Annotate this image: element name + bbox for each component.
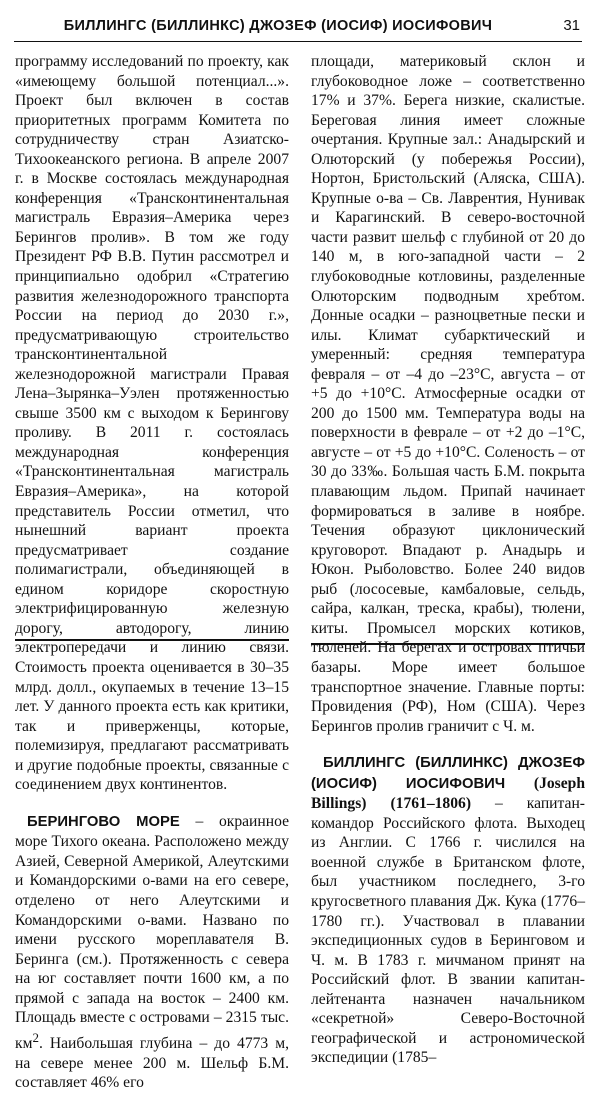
left-column	[15, 52, 289, 1093]
bering-sea-text-end: . Наибольшая глубина – до 4773 м, на севере менее 200 м. Шельф Б.М. составляет 46% его	[15, 1034, 289, 1092]
page-number: 31	[563, 17, 580, 34]
entry-billings	[311, 753, 585, 1068]
entry-bering-sea	[15, 812, 289, 1093]
bering-sea-continuation: площади, материковый склон и глубоководное ложе – соответственно 17% и 37%. Берега низкие, скалистые. Береговая линия имеет сложные очертания. Крупные зал.: Анадырский и Олюторский (у побережья России), Нортон, Бристольский (Аляска, США). Крупные о-ва – Св. Лаврентия, Нунивак и Карагинский. В северо-восточной части развит шельф с глубиной от 20 до 140 м, в юго-западной части – 2 глубоководные котловины, разделенные Олюторским подводным хребтом. Донные осадки – разноцветные пески и илы. Климат субарктический и умеренный: средняя температура февраля – от –4 до –23°С, августа – от +5 до +10°С. Атмосферные осадки от 200 до 1500 мм. Температура воды на поверхности в феврале – от +2 до –1°С, августе – от +5 до +10°С. Соленость – от 30 до 33‰. Большая часть Б.М. покрыта плавающим льдом. Припай начинает формироваться в заливе в ноябре. Течения образуют циклонический круговорот. Впадают р. Анадырь и Юкон. Рыболовство. Более 240 видов рыб (лососевые, камбаловые, сельдь, сайра, калкан, треска, крабы), тюлени, киты. Промысел морских котиков, тюленей. На берегах и островах птичьи базары. Море имеет большое транспортное значение. Главные порты: Провидения (РФ), Ном (США). Через Берингов пролив граничит с Ч. м.	[311, 53, 585, 735]
entry-divider-right	[311, 643, 585, 645]
superscript-two: 2	[32, 1029, 39, 1045]
running-head: БИЛЛИНГС (БИЛЛИНКС) ДЖОЗЕФ (ИОСИФ) ИОСИФОВИЧ	[63, 18, 493, 34]
headword-bering-sea: БЕРИНГОВО МОРЕ	[27, 813, 180, 830]
entry-divider-left	[15, 639, 289, 641]
latin-name: (Joseph Billings)	[311, 774, 585, 813]
headword-billings: БИЛЛИНГС (БИЛЛИНКС) ДЖОЗЕФ (ИОСИФ) ИОСИФОВИЧ	[311, 755, 585, 792]
right-column	[311, 52, 585, 1068]
page-header	[14, 14, 582, 42]
continuation-paragraph: программу исследований по проекту, как «имеющему большой потенциал...». Проект был включен в состав приоритетных программ Комитета по сотрудничеству стран Азиатско-Тихоокеанского региона. В апреле 2007 г. в Москве состоялась международная конференция «Трансконтинентальная магистраль Евразия–Америка через Берингов пролив». В том же году Президент РФ В.В. Путин рассмотрел и принципиально одобрил «Стратегию развития железнодорожного транспорта России на период до 2030 г.», предусматривающую строительство трансконтинентальной железнодорожной магистрали Правая Лена–Зырянка–Уэлен протяженностью свыше 3500 км с выходом к Берингову проливу. В 2011 г. состоялась международная конференция «Трансконтинентальная магистраль Евразия–Америка», на которой представитель России отметил, что нынешний вариант проекта предусматривает создание полимагистрали, объединяющей в едином коридоре скоростную электрифицированную железную дорогу, автодорогу, линию электропередачи и линию связи. Стоимость проекта оценивается в 30–35 млрд. долл., окупаемых в течение 13–15 лет. У данного проекта есть как критики, так и приверженцы, которые, полемизируя, предлагают рассматривать и другие подобные проекты, связанные с соединением двух континентов.	[15, 53, 289, 794]
billings-text: – капитан-командор Российского флота. Выходец из Англии. С 1766 г. числился на военной службе в Британском флоте, был участником последнего, 3-го кругосветного плавания Дж. Кука (1776–1780 гг.). Участвовал в плавании экспедиционных судов в Беринговом и Ч. м. В 1783 г. мичманом принят на Российский флот. В звании капитан-лейтенанта назначен начальником «секретной» Северо-Восточной географической и астрономической экспедиции (1785–	[311, 795, 585, 1067]
life-dates: (1761–1806)	[390, 795, 472, 813]
bering-sea-text: – окраинное море Тихого океана. Расположено между Азией, Северной Америкой, Алеутскими и Командорскими о-вами на его севере, отделено от него Алеутскими и Командорскими о-вами. Названо по имени русского мореплавателя В. Беринга (см.). Протяженность с севера на юг составляет почти 1600 км, а по прямой с запада на восток – 2400 км. Площадь вместе с островами – 2315 тыс. км	[15, 812, 289, 1052]
